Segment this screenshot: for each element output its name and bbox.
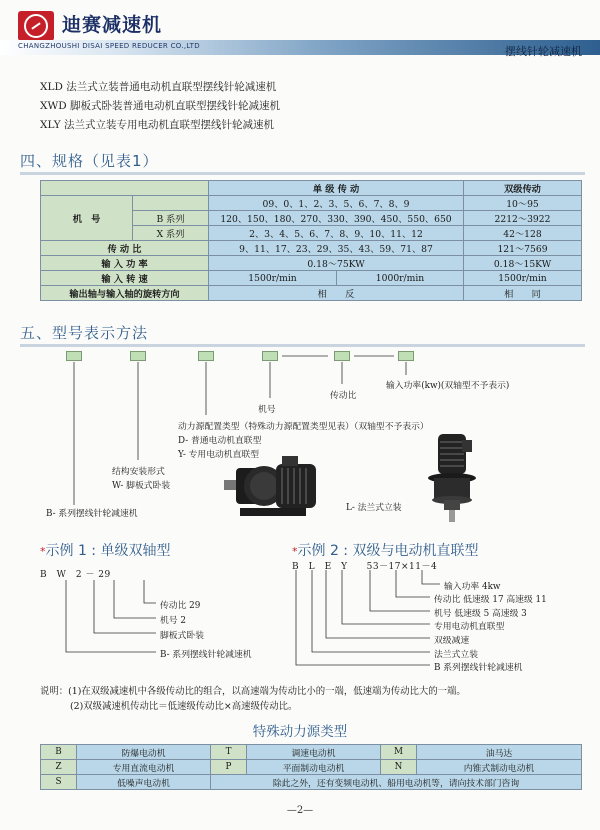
cell: 低噪声电动机 [77, 775, 211, 790]
example1-label: 传动比 29 [160, 601, 201, 611]
section5-title: 五、型号表示方法 [20, 324, 149, 342]
cell: 1500r/min [464, 271, 582, 286]
cell: 42～128 [464, 226, 582, 241]
structure-w-label: W- 脚板式卧装 [112, 481, 171, 491]
example2-label: 机号 低速级 5 高速级 3 [434, 609, 527, 619]
series-code-label: B- 系列摆线针轮减速机 [46, 509, 138, 519]
table-row [41, 760, 582, 775]
cell: P [211, 760, 247, 775]
structure-code-label: 结构安装形式 [112, 467, 165, 477]
example2-label: 专用电动机直联型 [434, 622, 505, 632]
example2-label: 双级减速 [434, 636, 470, 646]
cell: 10～95 [464, 196, 582, 211]
cell: 平面制动电动机 [247, 760, 381, 775]
example1-label: 脚板式卧装 [160, 631, 204, 641]
cell: 2、3、4、5、6、7、8、9、10、11、12 [209, 226, 464, 241]
cell: 1000r/min [337, 271, 464, 286]
company-name-en: CHANGZHOUSHI DISAI SPEED REDUCER CO.,LTD [18, 42, 200, 50]
cell: B [41, 745, 77, 760]
source-y-label: Y- 专用电动机直联型 [178, 450, 259, 460]
section4-title: 四、规格（见表1） [20, 152, 159, 170]
cell: 除此之外，还有变频电动机、船用电动机等，请向技术部门咨询 [211, 775, 582, 790]
example2-label: 传动比 低速级 17 高速级 11 [434, 595, 547, 605]
cell: 121～7569 [464, 241, 582, 256]
example2-title-text: 示例 2 : 双级与电动机直联型 [297, 543, 479, 559]
page-number: —2— [286, 805, 314, 816]
ratio-label: 传 动 比 [41, 241, 209, 256]
example1-title [40, 540, 170, 560]
horizontal-reducer-illustration [220, 450, 320, 524]
special-power-title: 特殊动力源类型 [252, 724, 348, 740]
head-double: 双级传动 [464, 181, 582, 196]
product-line-xld: XLD 法兰式立装普通电动机直联型摆线针轮减速机 [40, 81, 277, 93]
cell: 0.18～15KW [464, 256, 582, 271]
vertical-reducer-illustration [426, 432, 478, 524]
cell: 9、11、17、23、29、35、43、59、71、87 [209, 241, 464, 256]
star-mark: * [40, 545, 46, 558]
cell: N [381, 760, 417, 775]
example2-label: 输入功率 4kw [444, 582, 501, 592]
product-line-xly: XLY 法兰式立装专用电动机直联型摆线针轮减速机 [40, 119, 275, 131]
category-title: 摆线针轮减速机 [505, 45, 582, 58]
structure-l-label: L- 法兰式立装 [346, 503, 402, 513]
cell: 专用直流电动机 [77, 760, 211, 775]
power-label: 输 入 功 率 [41, 256, 209, 271]
example1-label: B- 系列摆线针轮减速机 [160, 650, 252, 660]
source-d-label: D- 普通电动机直联型 [178, 436, 262, 446]
cell: T [211, 745, 247, 760]
brand-name: 迪赛减速机 [62, 14, 163, 36]
cell: 内锥式制动电动机 [417, 760, 582, 775]
cell: 1500r/min [209, 271, 337, 286]
cell: 防爆电动机 [77, 745, 211, 760]
b-series-label: B 系列 [133, 211, 209, 226]
example2-title [292, 540, 478, 560]
table-row [41, 775, 582, 790]
example2-label: B 系列摆线针轮减速机 [434, 663, 523, 673]
cell: 相 同 [464, 286, 582, 301]
power-label: 输入功率(kw)(双轴型不予表示) [386, 381, 510, 391]
cell: 09、0、1、2、3、5、6、7、8、9 [209, 196, 464, 211]
head-single: 单 级 传 动 [209, 181, 464, 196]
source-code-label: 动力源配置类型（特殊动力源配置类型见表）（双轴型不予表示） [178, 422, 429, 432]
x-series-label: X 系列 [133, 226, 209, 241]
table-row [41, 745, 582, 760]
example1-label: 机号 2 [160, 616, 186, 626]
speed-label: 输 入 转 速 [41, 271, 209, 286]
note-2: (2)双级减速机传动比＝低速级传动比×高速级传动比。 [70, 701, 298, 712]
cell: M [381, 745, 417, 760]
example2-code: B L E Y 53－17×11－4 [292, 562, 438, 572]
special-power-table [40, 744, 582, 790]
cell: 油马达 [417, 745, 582, 760]
example1-title-text: 示例 1 : 单级双轴型 [45, 543, 171, 559]
cell: Z [41, 760, 77, 775]
rotation-label: 输出轴与输入轴的旋转方向 [41, 286, 209, 301]
note-1: 说明：(1)在双级减速机中各级传动比的组合，以高速端为传动比小的一端，低速端为传动比大的一端。 [40, 686, 466, 697]
cell: 调速电动机 [247, 745, 381, 760]
cell: 相 反 [209, 286, 464, 301]
ratio-code-label: 传动比 [330, 391, 357, 401]
star-mark: * [292, 545, 298, 558]
example2-label: 法兰式立装 [434, 650, 478, 660]
example1-code: B W 2 － 29 [40, 570, 111, 580]
cell: 0.18～75KW [209, 256, 464, 271]
model-label: 机 号 [41, 196, 133, 241]
model-code-label: 机号 [258, 405, 276, 415]
cell: 2212～3922 [464, 211, 582, 226]
cell: S [41, 775, 77, 790]
cell: 120、150、180、270、330、390、450、550、650 [209, 211, 464, 226]
product-line-xwd: XWD 脚板式卧装普通电动机直联型摆线针轮减速机 [40, 100, 281, 112]
